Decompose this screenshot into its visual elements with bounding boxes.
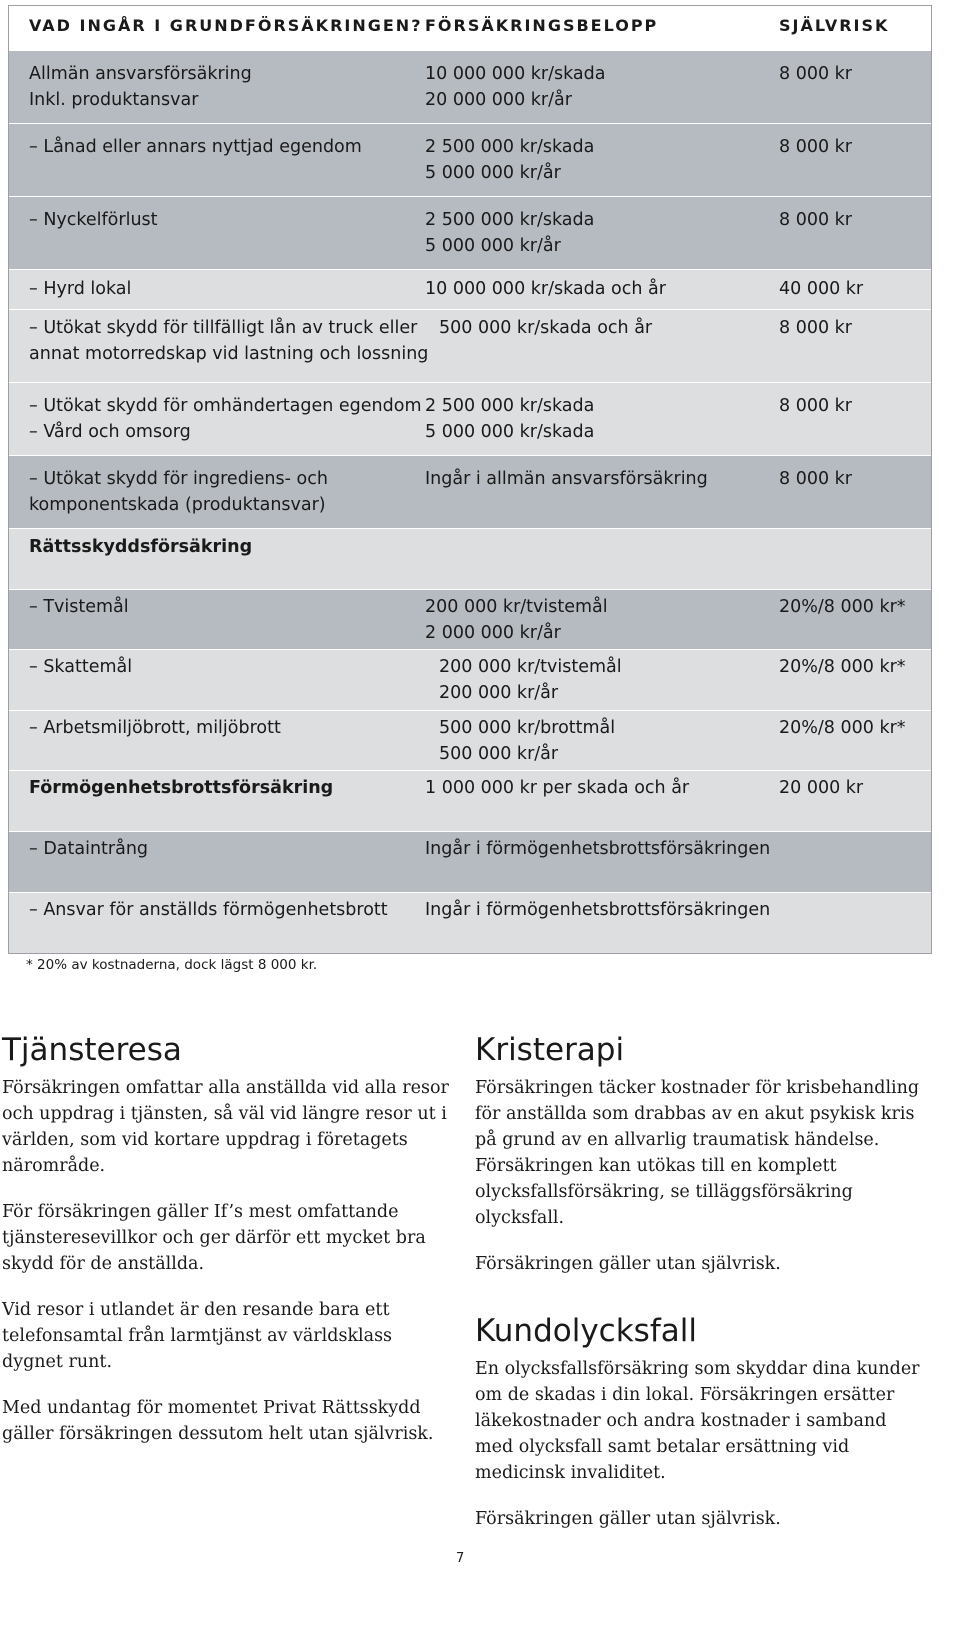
row-label: – Tvistemål	[29, 597, 129, 617]
table-row	[9, 455, 931, 528]
row-amount: 2 500 000 kr/skada 5 000 000 kr/skada	[425, 396, 595, 442]
row-label: – Skattemål	[29, 657, 133, 677]
table-row	[9, 123, 931, 196]
row-amount: 2 500 000 kr/skada 5 000 000 kr/år	[425, 137, 595, 183]
table-row	[9, 831, 931, 892]
row-deductible: 20%/8 000 kr*	[779, 657, 906, 677]
section-kristerapi-kundolycksfall	[475, 1028, 927, 1552]
row-amount: 2 500 000 kr/skada 5 000 000 kr/år	[425, 210, 595, 256]
row-amount: Ingår i allmän ansvarsförsäkring	[425, 469, 708, 489]
row-amount: 10 000 000 kr/skada 20 000 000 kr/år	[425, 64, 606, 110]
header-coverage: VAD INGÅR I GRUNDFÖRSÄKRINGEN?	[29, 16, 423, 35]
table-row	[9, 589, 931, 649]
table-row	[9, 892, 931, 953]
tjansteresa-paragraph: Vid resor i utlandet är den resande bara ett telefonsamtal från larmtjänst av världsklass dygnet runt.	[2, 1300, 393, 1372]
table-header	[9, 6, 931, 50]
table-section-row	[9, 770, 931, 831]
coverage-table	[8, 5, 932, 954]
row-deductible: 8 000 kr	[779, 396, 852, 416]
header-amount: FÖRSÄKRINGSBELOPP	[425, 16, 659, 35]
tjansteresa-heading: Tjänsteresa	[2, 1032, 182, 1068]
kristerapi-paragraph: Försäkringen gäller utan självrisk.	[475, 1254, 781, 1274]
row-amount: Ingår i förmögenhetsbrottsförsäkringen	[425, 839, 771, 859]
row-deductible: 20%/8 000 kr*	[779, 718, 906, 738]
row-label: – Lånad eller annars nyttjad egendom	[29, 137, 362, 157]
table-row	[9, 710, 931, 770]
row-deductible: 8 000 kr	[779, 318, 852, 338]
table-row	[9, 50, 931, 123]
row-label: – Utökat skydd för tillfälligt lån av truck eller annat motorredskap vid lastning och lossning	[29, 318, 429, 364]
row-amount: 500 000 kr/skada och år	[439, 318, 653, 338]
row-deductible: 20%/8 000 kr*	[779, 597, 906, 617]
table-row	[9, 649, 931, 710]
tjansteresa-paragraph: För försäkringen gäller If’s mest omfattande tjänsteresevillkor och ger därför ett mycket bra skydd för de anställda.	[2, 1202, 426, 1274]
section-title-crime: Förmögenhetsbrottsförsäkring	[29, 778, 334, 798]
row-label: – Utökat skydd för ingrediens- och komponentskada (produktansvar)	[29, 469, 328, 515]
row-amount: 200 000 kr/tvistemål 2 000 000 kr/år	[425, 597, 608, 643]
table-row	[9, 309, 931, 382]
row-deductible: 8 000 kr	[779, 64, 852, 84]
row-amount: 1 000 000 kr per skada och år	[425, 778, 690, 798]
kundolycksfall-heading: Kundolycksfall	[475, 1313, 697, 1349]
row-deductible: 8 000 kr	[779, 469, 852, 489]
table-row	[9, 382, 931, 455]
section-tjansteresa	[2, 1028, 454, 1467]
row-label: – Utökat skydd för omhändertagen egendom – Vård och omsorg	[29, 396, 422, 442]
row-amount: 10 000 000 kr/skada och år	[425, 279, 666, 299]
tjansteresa-paragraph: Med undantag för momentet Privat Rättsskydd gäller försäkringen dessutom helt utan självrisk.	[2, 1398, 434, 1444]
kristerapi-heading: Kristerapi	[475, 1032, 625, 1068]
table-footnote: * 20% av kostnaderna, dock lägst 8 000 kr.	[26, 957, 318, 973]
row-label: – Hyrd lokal	[29, 279, 132, 299]
row-amount: Ingår i förmögenhetsbrottsförsäkringen	[425, 900, 771, 920]
row-label: Allmän ansvarsförsäkring Inkl. produktansvar	[29, 64, 252, 110]
kristerapi-paragraph: Försäkringen täcker kostnader för krisbehandling för anställda som drabbas av en akut psykisk kris på grund av en allvarlig traumatisk händelse. Försäkringen kan utökas till en komplett olycksfallsförsäkring, se tilläggsförsäkring olycksfall.	[475, 1078, 920, 1228]
row-amount: 500 000 kr/brottmål 500 000 kr/år	[439, 718, 616, 764]
row-label: – Arbetsmiljöbrott, miljöbrott	[29, 718, 281, 738]
row-deductible: 20 000 kr	[779, 778, 864, 798]
row-label: – Nyckelförlust	[29, 210, 158, 230]
row-label: – Dataintrång	[29, 839, 149, 859]
table-row	[9, 269, 931, 309]
row-label: – Ansvar för anställds förmögenhetsbrott	[29, 900, 388, 920]
row-deductible: 8 000 kr	[779, 137, 852, 157]
row-deductible: 40 000 kr	[779, 279, 864, 299]
row-amount: 200 000 kr/tvistemål 200 000 kr/år	[439, 657, 622, 703]
table-row	[9, 196, 931, 269]
kundolycksfall-paragraph: En olycksfallsförsäkring som skyddar dina kunder om de skadas i din lokal. Försäkringen ersätter läkekostnader och andra kostnader i samband med olycksfall samt betalar ersättning vid medicinsk invaliditet.	[475, 1359, 920, 1483]
kundolycksfall-paragraph: Försäkringen gäller utan självrisk.	[475, 1509, 781, 1529]
table-section-row	[9, 528, 931, 589]
header-deductible: SJÄLVRISK	[779, 16, 890, 35]
tjansteresa-paragraph: Försäkringen omfattar alla anställda vid alla resor och uppdrag i tjänsten, så väl vid längre resor ut i världen, som vid kortare uppdrag i företagets närområde.	[2, 1078, 449, 1176]
row-deductible: 8 000 kr	[779, 210, 852, 230]
section-title-legal: Rättsskyddsförsäkring	[29, 537, 253, 557]
page-number: 7	[456, 1551, 465, 1566]
